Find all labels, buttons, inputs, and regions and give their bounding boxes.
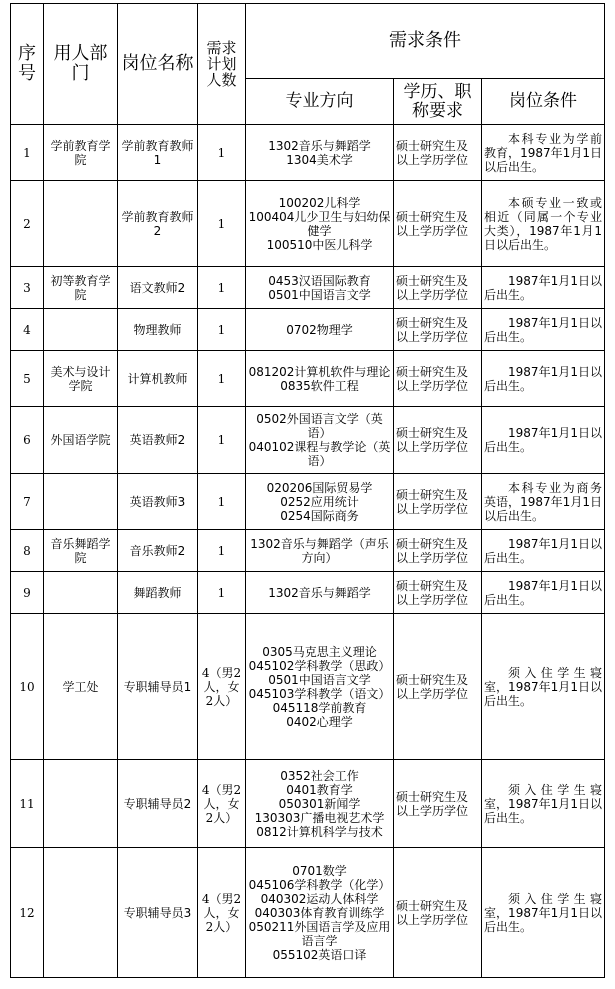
row-education: 硕士研究生及以上学历学位: [394, 351, 482, 407]
major-item: 050211外国语言学及应用语言学: [248, 919, 391, 948]
row-position: 学前教育教师2: [118, 181, 198, 267]
major-item: 0401教育学: [286, 782, 353, 797]
row-majors: [246, 760, 394, 848]
major-item: 045106学科教学（化学）: [248, 877, 391, 892]
row-dept: 美术与设计学院: [44, 351, 118, 407]
major-item: 0402心理学: [286, 714, 353, 729]
row-dept: 初等教育学院: [44, 267, 118, 309]
major-item: 0252应用统计: [280, 494, 359, 509]
row-dept: [44, 760, 118, 848]
row-dept: [44, 309, 118, 351]
major-item: 1302音乐与舞蹈学（声乐方向）: [250, 536, 389, 565]
major-item: 055102英语口译: [272, 947, 367, 962]
header-count: 需求计划人数: [198, 4, 246, 125]
major-item: 100510中医儿科学: [266, 237, 373, 252]
row-majors: [246, 614, 394, 760]
row-number: 3: [11, 267, 44, 309]
major-item: 1302音乐与舞蹈学: [268, 138, 371, 153]
condition-text: 1987年1月1日以后出生。: [484, 364, 603, 393]
major-item: 100202儿科学: [278, 195, 361, 210]
row-condition: [482, 614, 605, 760]
row-condition: [482, 181, 605, 267]
row-condition: [482, 309, 605, 351]
major-item: 0502外国语言文学（英语）: [256, 412, 383, 440]
row-number: 8: [11, 530, 44, 572]
major-item: 1302音乐与舞蹈学: [268, 585, 371, 600]
table-row: [11, 572, 605, 614]
major-item: 130303广播电视艺术学: [254, 810, 385, 825]
row-condition: [482, 351, 605, 407]
condition-text: 1987年1月1日以后出生。: [484, 273, 603, 302]
row-education: 硕士研究生及以上学历学位: [394, 407, 482, 474]
row-count: 1: [198, 267, 246, 309]
row-majors: [246, 474, 394, 530]
row-education: 硕士研究生及以上学历学位: [394, 760, 482, 848]
row-number: 9: [11, 572, 44, 614]
row-condition: [482, 474, 605, 530]
row-number: 1: [11, 125, 44, 181]
row-condition: [482, 407, 605, 474]
row-number: 5: [11, 351, 44, 407]
major-item: 050301新闻学: [278, 796, 361, 811]
header-requirements: 需求条件: [246, 4, 605, 79]
recruitment-table-container: [10, 3, 605, 978]
row-majors: [246, 848, 394, 978]
major-item: 0501中国语言文学: [268, 672, 371, 687]
row-education: 硕士研究生及以上学历学位: [394, 614, 482, 760]
row-position: 舞蹈教师: [118, 572, 198, 614]
header-education: 学历、职称要求: [394, 79, 482, 125]
row-education: 硕士研究生及以上学历学位: [394, 267, 482, 309]
condition-text: 本科专业为商务英语，1987年1月1日以后出生。: [484, 480, 603, 523]
header-row-1: [11, 4, 605, 79]
row-count: 1: [198, 125, 246, 181]
table-row: [11, 351, 605, 407]
table-row: [11, 267, 605, 309]
header-major: 专业方向: [246, 79, 394, 125]
major-item: 045118学前教育: [272, 700, 367, 715]
header-seq: 序号: [11, 4, 44, 125]
major-item: 0352社会工作: [280, 768, 359, 783]
major-item: 040302运动人体科学: [260, 891, 379, 906]
row-majors: [246, 125, 394, 181]
row-education: 硕士研究生及以上学历学位: [394, 181, 482, 267]
header-position: 岗位名称: [118, 4, 198, 125]
table-row: [11, 848, 605, 978]
row-count: 1: [198, 351, 246, 407]
major-item: 100404儿少卫生与妇幼保健学: [248, 209, 391, 238]
row-majors: [246, 572, 394, 614]
condition-text: 1987年1月1日以后出生。: [484, 536, 603, 565]
row-position: 物理教师: [118, 309, 198, 351]
major-item: 081202计算机软件与理论: [248, 364, 391, 379]
table-row: [11, 474, 605, 530]
row-dept: [44, 848, 118, 978]
major-item: 020206国际贸易学: [266, 480, 373, 495]
row-education: 硕士研究生及以上学历学位: [394, 309, 482, 351]
major-item: 0501中国语言文学: [268, 287, 371, 302]
major-item: 1304美术学: [286, 152, 353, 167]
row-count: 1: [198, 309, 246, 351]
table-row: [11, 614, 605, 760]
row-position: 专职辅导员1: [118, 614, 198, 760]
row-education: 硕士研究生及以上学历学位: [394, 474, 482, 530]
row-count: 4（男2人，女2人）: [198, 848, 246, 978]
condition-text: 1987年1月1日以后出生。: [484, 426, 603, 454]
major-item: 040303体育教育训练学: [254, 905, 385, 920]
row-position: 语文教师2: [118, 267, 198, 309]
major-item: 0702物理学: [286, 322, 353, 337]
row-number: 10: [11, 614, 44, 760]
row-majors: [246, 530, 394, 572]
condition-text: 须入住学生寝室，1987年1月1日以后出生。: [484, 891, 603, 934]
row-dept: [44, 572, 118, 614]
header-dept: 用人部门: [44, 4, 118, 125]
row-number: 12: [11, 848, 44, 978]
row-dept: [44, 181, 118, 267]
major-item: 0453汉语国际教育: [268, 273, 371, 288]
major-item: 0835软件工程: [280, 378, 359, 393]
row-dept: 学工处: [44, 614, 118, 760]
major-item: 045103学科教学（语文）: [248, 686, 391, 701]
row-majors: [246, 309, 394, 351]
row-count: 1: [198, 474, 246, 530]
row-count: 4（男2人，女2人）: [198, 760, 246, 848]
row-majors: [246, 267, 394, 309]
row-position: 英语教师2: [118, 407, 198, 474]
row-dept: 音乐舞蹈学院: [44, 530, 118, 572]
condition-text: 1987年1月1日以后出生。: [484, 578, 603, 607]
row-dept: [44, 474, 118, 530]
table-row: [11, 309, 605, 351]
row-condition: [482, 848, 605, 978]
condition-text: 1987年1月1日以后出生。: [484, 315, 603, 344]
row-count: 1: [198, 407, 246, 474]
row-position: 专职辅导员2: [118, 760, 198, 848]
row-count: 1: [198, 572, 246, 614]
row-condition: [482, 760, 605, 848]
row-number: 4: [11, 309, 44, 351]
row-education: 硕士研究生及以上学历学位: [394, 848, 482, 978]
row-position: 计算机教师: [118, 351, 198, 407]
row-dept: 学前教育学院: [44, 125, 118, 181]
table-row: [11, 181, 605, 267]
major-item: 045102学科教学（思政）: [248, 658, 391, 673]
condition-text: 须入住学生寝室，1987年1月1日以后出生。: [484, 665, 603, 708]
row-majors: [246, 351, 394, 407]
row-condition: [482, 530, 605, 572]
table-row: [11, 407, 605, 474]
table-body: [11, 4, 605, 978]
condition-text: 须入住学生寝室，1987年1月1日以后出生。: [484, 782, 603, 825]
row-count: 4（男2人，女2人）: [198, 614, 246, 760]
row-number: 7: [11, 474, 44, 530]
row-condition: [482, 572, 605, 614]
condition-text: 本硕专业一致或相近（同属一个专业大类），1987年1月1日以后出生。: [484, 195, 603, 252]
table-row: [11, 530, 605, 572]
major-item: 0812计算机科学与技术: [256, 824, 383, 839]
header-post-conditions: 岗位条件: [482, 79, 605, 125]
table-row: [11, 760, 605, 848]
recruitment-table: [10, 3, 605, 978]
row-condition: [482, 125, 605, 181]
row-count: 1: [198, 181, 246, 267]
major-item: 0701数学: [292, 863, 347, 878]
major-item: 0254国际商务: [280, 508, 359, 523]
major-item: 040102课程与教学论（英语）: [248, 440, 391, 468]
row-number: 2: [11, 181, 44, 267]
row-position: 英语教师3: [118, 474, 198, 530]
major-item: 0305马克思主义理论: [262, 644, 377, 659]
row-majors: [246, 407, 394, 474]
row-education: 硕士研究生及以上学历学位: [394, 572, 482, 614]
row-number: 6: [11, 407, 44, 474]
row-condition: [482, 267, 605, 309]
row-number: 11: [11, 760, 44, 848]
table-row: [11, 125, 605, 181]
condition-text: 本科专业为学前教育，1987年1月1日以后出生。: [484, 131, 603, 174]
row-dept: 外国语学院: [44, 407, 118, 474]
row-position: 学前教育教师1: [118, 125, 198, 181]
row-position: 音乐教师2: [118, 530, 198, 572]
row-count: 1: [198, 530, 246, 572]
row-education: 硕士研究生及以上学历学位: [394, 530, 482, 572]
row-position: 专职辅导员3: [118, 848, 198, 978]
row-education: 硕士研究生及以上学历学位: [394, 125, 482, 181]
row-majors: [246, 181, 394, 267]
